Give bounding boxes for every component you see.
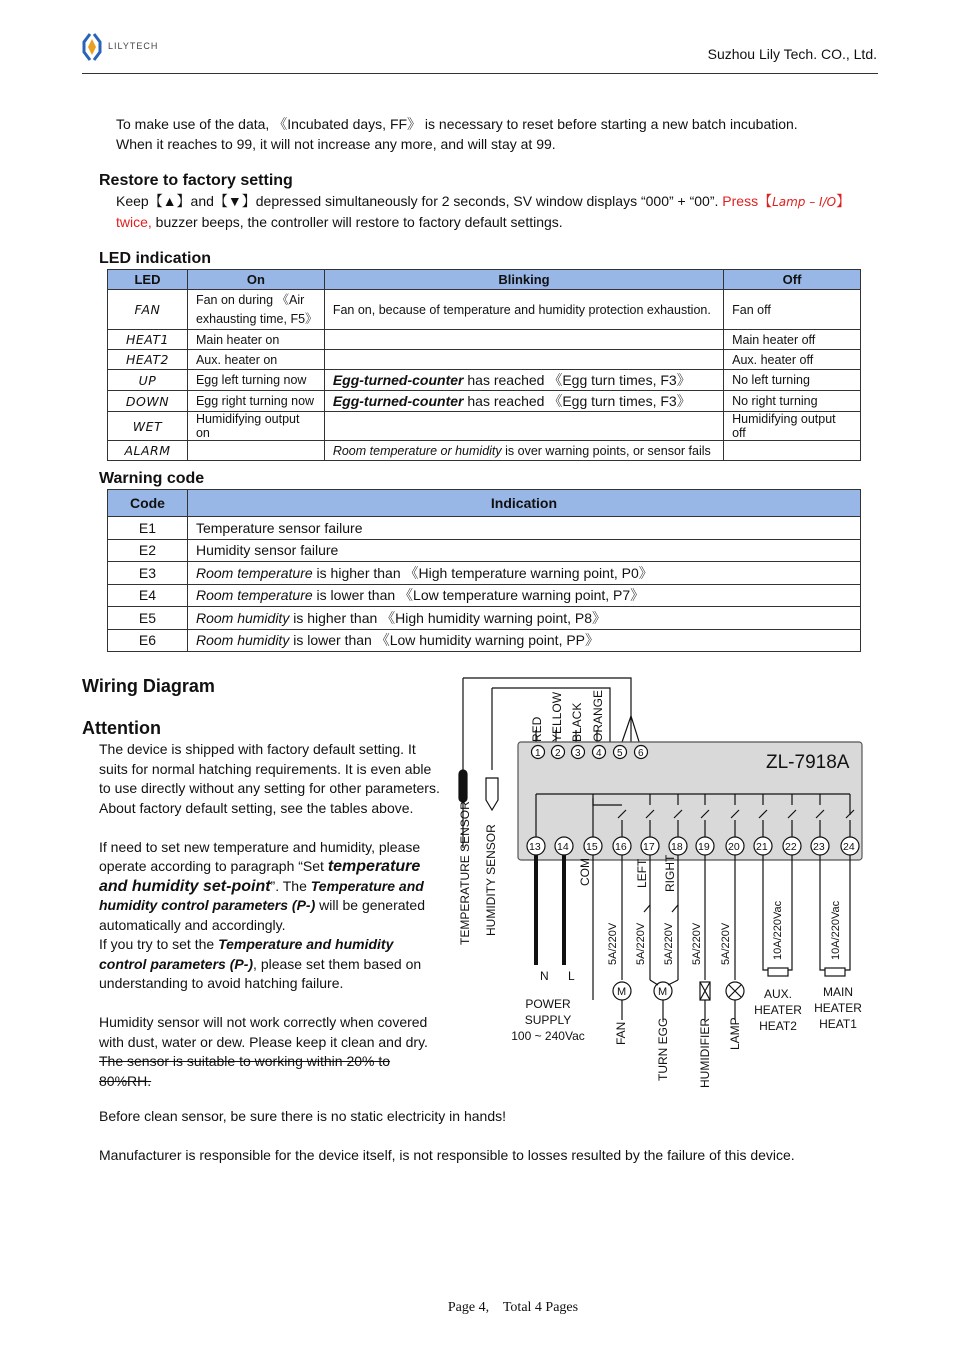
header (0, 0, 959, 80)
restore-title: Restore to factory setting (99, 172, 293, 189)
led-code: ALARM (108, 441, 188, 461)
turn-egg-motor-label: M (658, 986, 668, 998)
terminal-label: 4 (596, 748, 602, 759)
left-label: LEFT (635, 858, 649, 888)
warning-desc: is higher than 《High temperature warning point, P0》 (312, 564, 653, 581)
heater-rating: 10A/220Vac (830, 900, 842, 960)
live-label: L (568, 969, 575, 983)
table-row (108, 607, 861, 630)
restore-text (116, 192, 896, 232)
warning-it: Room temperature (195, 564, 313, 581)
aux-heater-label: HEATER (754, 1003, 802, 1017)
intro-line-2: When it reaches to 99, it will not increase any more, and will stay at 99. (116, 135, 556, 152)
warning-desc: is higher than 《High humidity warning point, P8》 (289, 609, 607, 626)
attention-p3b: Temperature and humidity control parameters (P-) (99, 936, 394, 972)
terminal-label: 21 (756, 841, 768, 853)
table-row (108, 441, 861, 461)
warning-code: E3 (108, 562, 188, 585)
warning-code: E2 (108, 539, 188, 562)
right-label: RIGHT (663, 854, 677, 892)
led-blink (324, 441, 723, 461)
led-blink (324, 391, 723, 412)
wire-label: ORANGE (591, 689, 605, 742)
attention-p6: Before clean sensor, be sure there is no static electricity in hands! (99, 1108, 506, 1124)
aux-heater-label: AUX. (763, 987, 793, 1001)
warning-col-code: Code (108, 490, 188, 517)
heater-rating: 10A/220Vac (772, 900, 784, 960)
led-code: DOWN (108, 391, 188, 412)
terminal-label: 3 (575, 748, 581, 759)
intro-line-1: To make use of the data, 《Incubated days, FF》 is necessary to reset before starting a new batch incubation. (116, 116, 798, 132)
com-label: COM (578, 858, 592, 886)
company-name: Suzhou Lily Tech. CO., Ltd. (707, 46, 877, 62)
led-blink-it: Room temperature or humidity (332, 443, 502, 458)
terminal-label: 23 (813, 841, 825, 853)
attention-p2c: ”. The (270, 877, 311, 894)
led-blink: Fan on, because of temperature and humidity protection exhaustion. (324, 290, 723, 330)
led-on: Fan on during 《Air exhausting time, F5》 (187, 290, 324, 330)
attention-p3a: If you try to set the (99, 936, 219, 952)
terminal-label: 22 (785, 841, 797, 853)
rating-label: 5A/220V (720, 922, 732, 965)
led-blink-em: Egg-turned-counter (332, 372, 464, 388)
led-table (107, 269, 861, 461)
table-row (108, 412, 861, 441)
attention-body (99, 740, 444, 1091)
terminal-label: 19 (698, 841, 710, 853)
terminal-label: 20 (728, 841, 740, 853)
load-label-lamp: LAMP (728, 1017, 742, 1050)
sensor-label: HUMIDITY SENSOR (484, 824, 498, 936)
attention-p5: The sensor is suitable to working within 20% to 80%RH. (99, 1053, 391, 1089)
warning-code: E5 (108, 607, 188, 630)
warning-header-row (108, 490, 861, 517)
temperature-sensor-icon (459, 770, 467, 802)
led-blink-text: is over warning points, or sensor fails (501, 443, 711, 458)
table-row (108, 290, 861, 330)
neutral-label: N (540, 969, 549, 983)
led-off: Main heater off (724, 330, 861, 350)
warning-text (187, 584, 860, 607)
terminal-label: 1 (535, 748, 541, 759)
attention-p2 (99, 838, 444, 936)
main-heater-label: HEATER (814, 1001, 862, 1015)
main-heater-icon (825, 968, 845, 976)
table-row (108, 539, 861, 562)
table-row (108, 330, 861, 350)
table-row (108, 370, 861, 391)
warning-text (187, 517, 860, 540)
table-row (108, 517, 861, 540)
warning-desc: is lower than 《Low humidity warning point, PP》 (289, 632, 600, 649)
warning-text (187, 629, 860, 652)
rating-label: 5A/220V (635, 922, 647, 965)
led-on: Egg left turning now (187, 370, 324, 391)
terminal-label: 18 (671, 841, 683, 853)
warning-text (187, 562, 860, 585)
led-col-blinking: Blinking (324, 270, 723, 290)
restore-text-2: buzzer beeps, the controller will restore to factory default settings. (151, 213, 563, 230)
warning-desc: Temperature sensor failure (195, 519, 363, 536)
fan-motor-label: M (617, 986, 627, 998)
warning-text (187, 607, 860, 630)
terminal-label: 6 (638, 748, 644, 759)
led-blink-text: has reached 《Egg turn times, F3》 (463, 393, 691, 409)
lilytech-logo-icon (82, 33, 102, 61)
attention-p3 (99, 935, 444, 994)
table-row (108, 350, 861, 370)
attention-p4: Humidity sensor will not work correctly when covered with dust, water or dew. Please keep it clean and dry. (99, 1014, 428, 1050)
led-blink (324, 350, 723, 370)
warning-code: E1 (108, 517, 188, 540)
led-off: Fan off (724, 290, 861, 330)
wiring-title: Wiring Diagram (82, 676, 215, 696)
humidity-sensor-icon (486, 778, 498, 810)
load-label-turn-egg: TURN EGG (656, 1017, 670, 1081)
led-code: HEAT2 (108, 350, 188, 370)
terminal-label: 14 (557, 841, 569, 853)
led-blink (324, 330, 723, 350)
warning-it: Room humidity (195, 609, 290, 626)
main-heater-label: HEAT1 (819, 1017, 857, 1031)
warning-code: E6 (108, 629, 188, 652)
led-code: WET (108, 412, 188, 441)
led-blink (324, 370, 723, 391)
restore-twice: twice, (116, 213, 152, 230)
attention-p2a: If need to set new temperature and humidity, please operate according to paragraph “Set (99, 838, 421, 874)
attention-p3c: , please set them based on understanding to avoid hatching failure. (99, 955, 422, 991)
led-blink-em: Egg-turned-counter (332, 393, 464, 409)
led-off: Aux. heater off (724, 350, 861, 370)
model-label: ZL-7918A (766, 752, 850, 773)
warning-text (187, 539, 860, 562)
led-col-off: Off (724, 270, 861, 290)
rating-label: 5A/220V (691, 922, 703, 965)
attention-p2e: will be generated automatically and accordingly. (99, 897, 426, 933)
warning-col-indication: Indication (187, 490, 860, 517)
restore-press: Press【 (722, 193, 773, 209)
led-on: Egg right turning now (187, 391, 324, 412)
sensor-bus-wire (463, 678, 631, 750)
terminal-label: 15 (586, 841, 598, 853)
rating-label: 5A/220V (607, 922, 619, 965)
led-code: UP (108, 370, 188, 391)
terminal-label: 13 (529, 841, 541, 853)
attention-p2d: Temperature and humidity control parameters (P-) (99, 877, 424, 913)
terminal-label: 16 (615, 841, 627, 853)
table-row (108, 584, 861, 607)
led-on (187, 441, 324, 461)
warning-code: E4 (108, 584, 188, 607)
page-footer: Page 4, Total 4 Pages (447, 1300, 579, 1315)
table-row (108, 391, 861, 412)
table-row (108, 629, 861, 652)
led-col-on: On (187, 270, 324, 290)
led-off: No right turning (724, 391, 861, 412)
restore-bracket: 】 (836, 193, 851, 209)
intro-paragraph (116, 115, 896, 154)
led-title: LED indication (99, 250, 211, 267)
warning-desc: Humidity sensor failure (195, 542, 339, 559)
led-col-led: LED (108, 270, 188, 290)
led-code: FAN (108, 290, 188, 330)
wire-label: RED (530, 716, 544, 742)
led-on: Aux. heater on (187, 350, 324, 370)
warning-desc: is lower than 《Low temperature warning point, P7》 (312, 587, 645, 604)
logo-text: LILYTECH (108, 41, 159, 51)
wire-label: BLACK (570, 702, 584, 742)
attention-p2b: temperature and humidity set-point (99, 858, 421, 895)
restore-text-1: Keep【▲】and【▼】depressed simultaneously for 2 seconds, SV window displays “000” + “00”. (116, 193, 719, 209)
led-off: Humidifying output off (724, 412, 861, 441)
led-header-row (108, 270, 861, 290)
power-label: 100 ~ 240Vac (511, 1029, 585, 1043)
led-blink-text: has reached 《Egg turn times, F3》 (463, 372, 691, 388)
restore-key: Lamp – I/O (772, 195, 837, 209)
rating-label: 5A/220V (663, 922, 675, 965)
wiring-diagram (450, 670, 880, 1090)
terminal-label: 2 (555, 748, 561, 759)
warning-it: Room humidity (195, 632, 290, 649)
led-code: HEAT1 (108, 330, 188, 350)
load-label-fan: FAN (614, 1021, 628, 1045)
attention-p7: Manufacturer is responsible for the device itself, is not responsible to losses resulted by the failure of this device. (99, 1147, 795, 1163)
aux-heater-icon (768, 968, 788, 976)
warning-title: Warning code (99, 470, 205, 487)
terminal-label: 24 (843, 841, 855, 853)
attention-p1: The device is shipped with factory default setting. It suits for normal hatching requirements. It is even able to use directly without any setting for other parameters. About factory default setting, see the tables above. (99, 741, 440, 816)
sensor-label: TEMPERATURE SENSOR (458, 801, 472, 945)
warning-it: Room temperature (195, 587, 313, 604)
power-label: POWER (525, 997, 571, 1011)
terminal-label: 17 (643, 841, 655, 853)
load-label-humidifier: HUMIDIFIER (698, 1018, 712, 1088)
led-on: Main heater on (187, 330, 324, 350)
warning-table (107, 489, 861, 652)
led-off: No left turning (724, 370, 861, 391)
table-row (108, 562, 861, 585)
led-blink (324, 412, 723, 441)
led-off (724, 441, 861, 461)
aux-heater-label: HEAT2 (759, 1019, 797, 1033)
wire-label: YELLOW (550, 691, 564, 742)
main-heater-label: MAIN (823, 985, 853, 999)
attention-title: Attention (82, 718, 161, 738)
terminal-label: 5 (617, 748, 623, 759)
power-label: SUPPLY (524, 1013, 572, 1027)
header-rule (82, 73, 878, 74)
led-on: Humidifying output on (187, 412, 324, 441)
